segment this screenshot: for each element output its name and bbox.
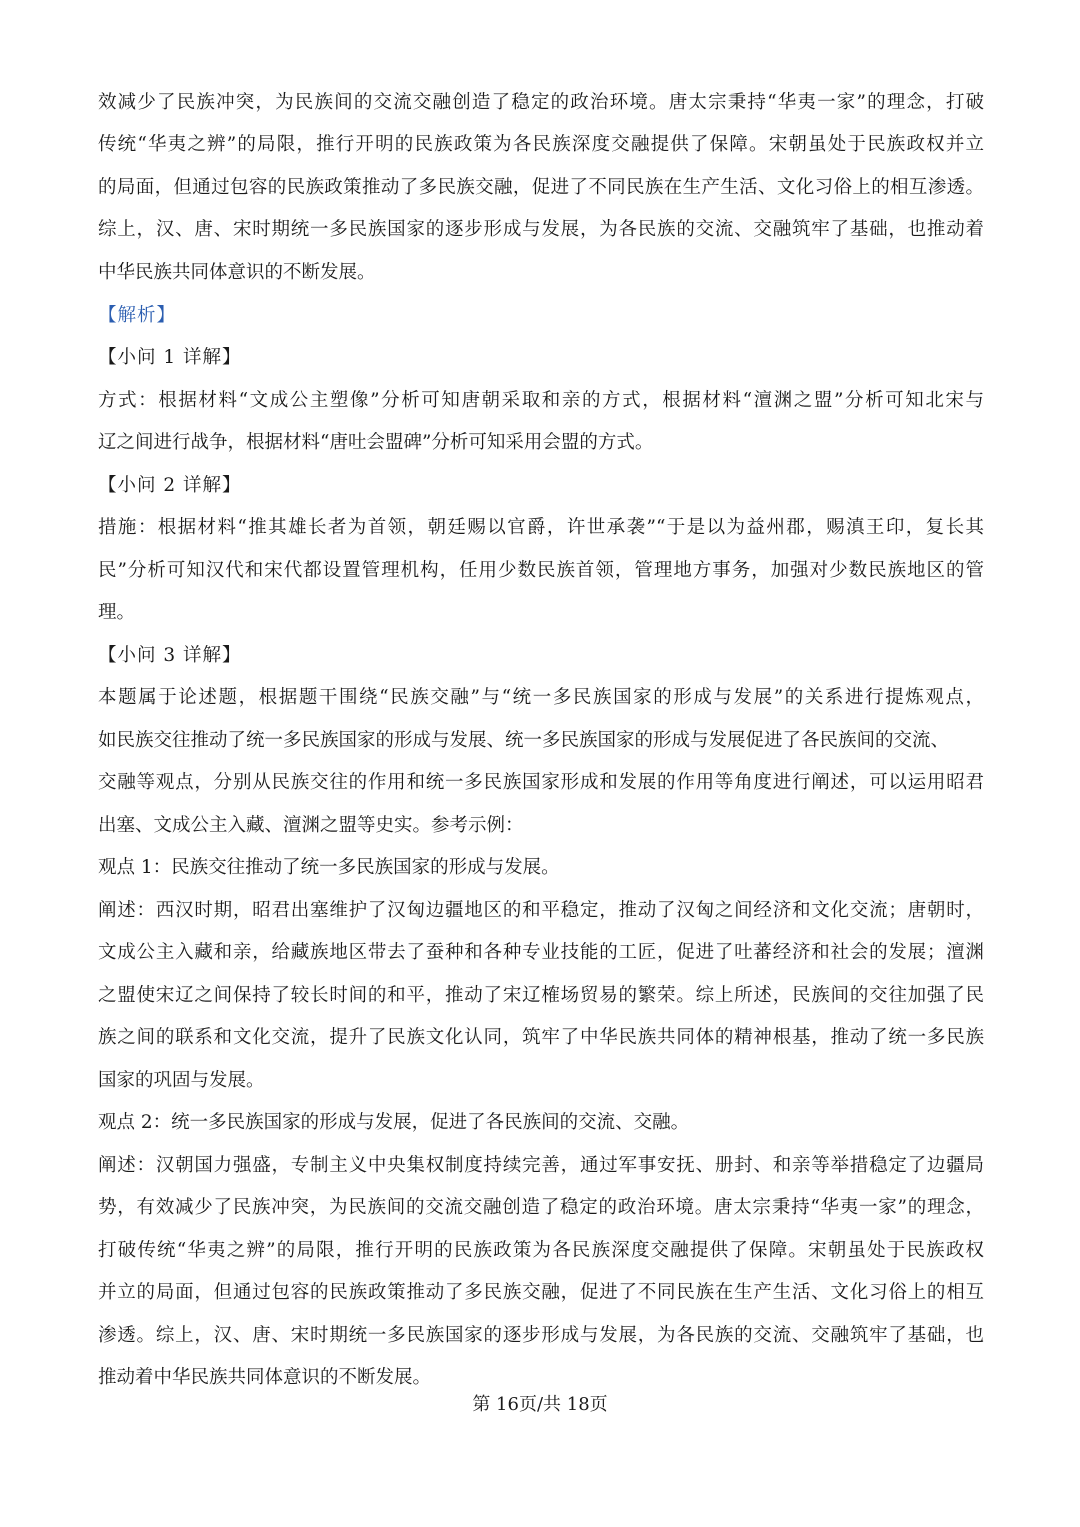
text-line: 理。	[98, 602, 136, 623]
text-line: 方式：根据材料“文成公主塑像”分析可知唐朝采取和亲的方式，根据材料“澶渊之盟”分析可知北宋与	[98, 390, 984, 411]
text-line: 出塞、文成公主入藏、澶渊之盟等史实。参考示例：	[98, 815, 524, 836]
text-line: 阐述：汉朝国力强盛，专制主义中央集权制度持续完善，通过军事安抚、册封、和亲等举措稳定了边疆局	[98, 1155, 984, 1176]
text-line: 文成公主入藏和亲，给藏族地区带去了蚕种和各种专业技能的工匠，促进了吐蕃经济和社会的发展；澶渊	[98, 942, 984, 963]
text-line: 综上，汉、唐、宋时期统一多民族国家的逐步形成与发展，为各民族的交流、交融筑牢了基础，也推动着	[98, 219, 984, 240]
text-line: 中华民族共同体意识的不断发展。	[98, 262, 376, 283]
text-line: 族之间的联系和文化交流，提升了民族文化认同，筑牢了中华民族共同体的精神根基，推动了统一多民族	[98, 1027, 984, 1048]
text-line: 推动着中华民族共同体意识的不断发展。	[98, 1367, 432, 1388]
subquestion-1-heading: 【小问 1 详解】	[98, 347, 242, 368]
viewpoint-2: 观点 2：统一多民族国家的形成与发展，促进了各民族间的交流、交融。	[98, 1112, 690, 1133]
page-number-footer: 第 16页/共 18页	[472, 1394, 608, 1415]
subquestion-3-heading: 【小问 3 详解】	[98, 645, 242, 666]
text-line: 打破传统“华夷之辨”的局限，推行开明的民族政策为各民族深度交融提供了保障。宋朝虽处于民族政权	[98, 1240, 984, 1261]
text-line: 本题属于论述题，根据题干围绕“民族交融”与“统一多民族国家的形成与发展”的关系进行提炼观点，	[98, 687, 984, 708]
text-line: 如民族交往推动了统一多民族国家的形成与发展、统一多民族国家的形成与发展促进了各民族间的交流、	[98, 730, 950, 751]
text-line: 阐述：西汉时期，昭君出塞维护了汉匈边疆地区的和平稳定，推动了汉匈之间经济和文化交流；唐朝时，	[98, 900, 984, 921]
viewpoint-1: 观点 1：民族交往推动了统一多民族国家的形成与发展。	[98, 857, 560, 878]
text-line: 的局面，但通过包容的民族政策推动了多民族交融，促进了不同民族在生产生活、文化习俗上的相互渗透。	[98, 177, 984, 198]
text-line: 传统“华夷之辨”的局限，推行开明的民族政策为各民族深度交融提供了保障。宋朝虽处于民族政权并立	[98, 134, 984, 155]
text-line: 渗透。综上，汉、唐、宋时期统一多民族国家的逐步形成与发展，为各民族的交流、交融筑牢了基础，也	[98, 1325, 984, 1346]
analysis-heading: 【解析】	[98, 305, 177, 326]
text-line: 国家的巩固与发展。	[98, 1070, 265, 1091]
text-line: 民”分析可知汉代和宋代都设置管理机构，任用少数民族首领，管理地方事务，加强对少数民族地区的管	[98, 560, 984, 581]
text-line: 并立的局面，但通过包容的民族政策推动了多民族交融，促进了不同民族在生产生活、文化习俗上的相互	[98, 1282, 984, 1303]
text-line: 效减少了民族冲突，为民族间的交流交融创造了稳定的政治环境。唐太宗秉持“华夷一家”的理念，打破	[98, 92, 984, 113]
text-line: 势，有效减少了民族冲突，为民族间的交流交融创造了稳定的政治环境。唐太宗秉持“华夷一家”的理念，	[98, 1197, 984, 1218]
text-line: 措施：根据材料“推其雄长者为首领，朝廷赐以官爵，许世承袭”“于是以为益州郡，赐滇王印，复长其	[98, 517, 984, 538]
text-line: 交融等观点，分别从民族交往的作用和统一多民族国家形成和发展的作用等角度进行阐述，可以运用昭君	[98, 772, 984, 793]
subquestion-2-heading: 【小问 2 详解】	[98, 475, 242, 496]
text-line: 辽之间进行战争，根据材料“唐吐会盟碑”分析可知采用会盟的方式。	[98, 432, 654, 453]
text-line: 之盟使宋辽之间保持了较长时间的和平，推动了宋辽榷场贸易的繁荣。综上所述，民族间的交往加强了民	[98, 985, 984, 1006]
